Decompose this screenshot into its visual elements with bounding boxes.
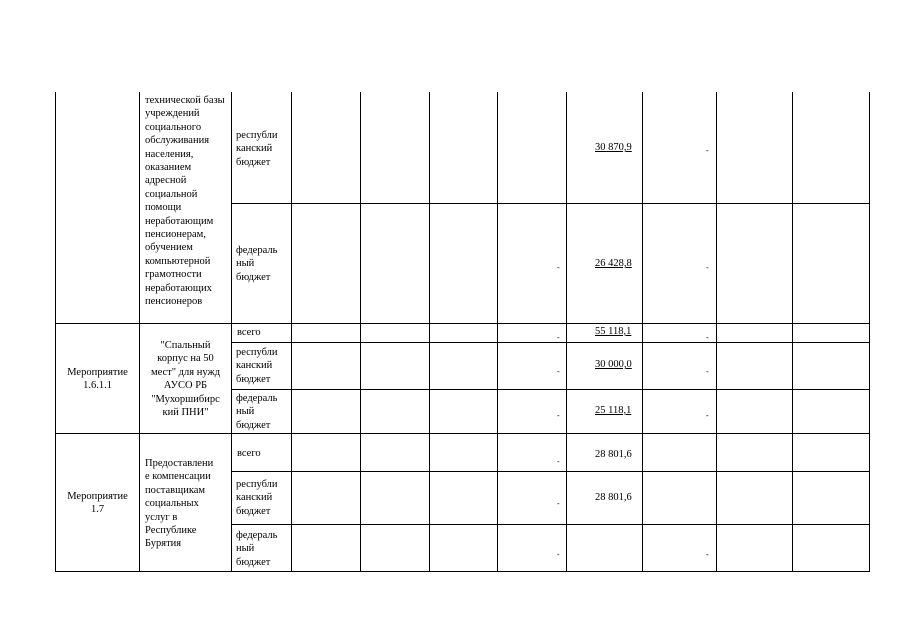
funding-source: республи канский бюджет — [236, 479, 278, 517]
activity-description: технической базы учреждений социального обслуживания населения, оказанием адресной социальной помощи неработающим пенсионерам, обучением компьютерной грамотности неработающих пенсионеров — [145, 95, 225, 308]
funding-source: всего — [237, 327, 261, 338]
funding-value: 55 118,1 — [595, 326, 632, 337]
funding-value: 30 870,9 — [595, 142, 632, 153]
funding-source: республи канский бюджет — [236, 130, 278, 168]
funding-value: 25 118,1 — [595, 405, 632, 416]
funding-dash: - — [706, 550, 709, 559]
funding-value: 28 801,6 — [595, 492, 632, 503]
funding-dash: - — [557, 333, 560, 342]
funding-value: 30 000,0 — [595, 359, 632, 370]
funding-source: федераль ный бюджет — [236, 530, 278, 568]
funding-dash: - — [706, 333, 709, 342]
funding-source: всего — [237, 448, 261, 459]
funding-dash: - — [706, 263, 709, 272]
activity-description: Предоставлени е компенсации поставщикам социальных услуг в Республике Бурятия — [145, 458, 214, 550]
funding-dash: - — [706, 146, 709, 155]
activity-description: "Спальный корпус на 50 мест" для нужд АУСО РБ "Мухоршибирс кий ПНИ" — [150, 340, 221, 419]
activity-code: Мероприятие 1.6.1.1 — [67, 367, 128, 392]
funding-dash: - — [557, 457, 560, 466]
funding-dash: - — [557, 263, 560, 272]
funding-dash: - — [557, 411, 560, 420]
funding-source: федераль ный бюджет — [236, 393, 278, 431]
activity-code: Мероприятие 1.7 — [67, 491, 128, 516]
funding-dash: - — [706, 411, 709, 420]
funding-dash: - — [706, 367, 709, 376]
funding-source: республи канский бюджет — [236, 347, 278, 385]
funding-dash: - — [557, 550, 560, 559]
funding-dash: - — [557, 367, 560, 376]
funding-value: 28 801,6 — [595, 449, 632, 460]
funding-source: федераль ный бюджет — [236, 245, 278, 283]
funding-dash: - — [557, 499, 560, 508]
funding-value: 26 428,8 — [595, 258, 632, 269]
